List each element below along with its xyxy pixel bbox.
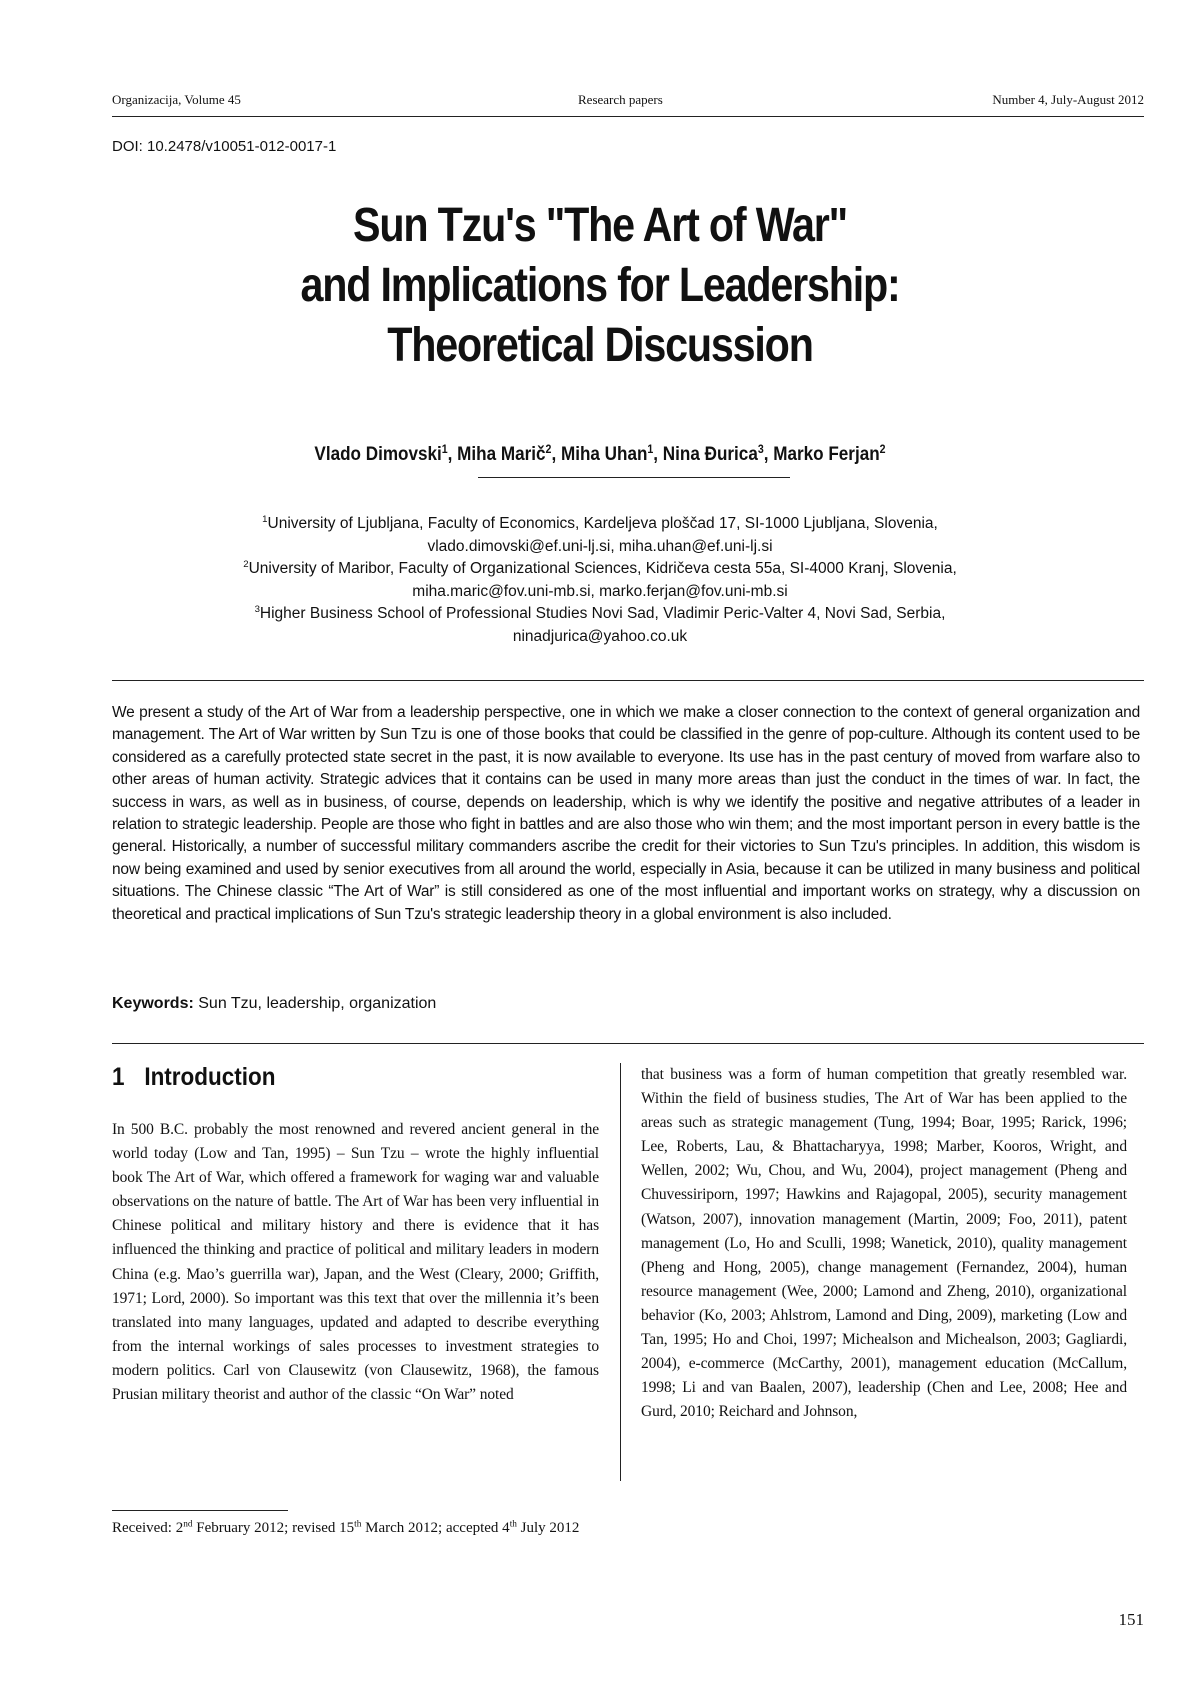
affiliation-mark: 2: [243, 559, 249, 571]
section-number: 1: [112, 1063, 125, 1091]
page-number: 151: [1118, 1610, 1144, 1629]
footnote-rule: [112, 1510, 288, 1511]
author-affiliation-mark: 3: [757, 442, 764, 456]
journal-name: Organizacija, Volume 45: [112, 92, 241, 107]
keywords-label: Keywords:: [112, 995, 194, 1012]
abstract-top-rule: [112, 680, 1144, 681]
author-name: Vlado Dimovski: [314, 444, 442, 465]
author-affiliation-mark: 2: [879, 442, 886, 456]
author-rule: [478, 477, 790, 478]
affiliation-line: $^3$Higher Business School of Professional Studies Novi Sad, Vladimir Peric-Valter 4, Novi Sad, Serbia,: [254, 604, 946, 622]
section-type: Research papers: [578, 92, 663, 107]
affiliation-emails: ninadjurica@yahoo.co.uk: [512, 627, 688, 645]
paper-title: [170, 196, 1030, 376]
header-rule: [112, 116, 1144, 117]
title-line: Sun Tzu's "The Art of War": [353, 199, 847, 252]
author-name: Marko Ferjan: [773, 444, 880, 465]
abstract-bottom-rule: [112, 1043, 1144, 1044]
body-column-right: that business was a form of human competition that greatly resembled war. Within the field of business studies, The Art of War has been applied to the areas such as strategic management (Tung, 1994; Boar, 1995; Rarick, 1996; Lee, Roberts, Lau, & Bhattacharyya, 1998; Marber, Kooros, Wright, and Wellen, 2002; Wu, Chou, and Wu, 2004), project management (Pheng and Chuvessiriporn, 1997; Hawkins and Rajagopal, 2005), security management (Watson, 2007), innovation management (Martin, 2009; Foo, 2011), patent management (Lo, Ho and Sculli, 1998; Wanetick, 2010), quality management (Pheng and Hong, 2005), change management (Fernandez, 2004), human resource management (Wee, 2000; Lamond and Zheng, 2010), organizational behavior (Ko, 2003; Ahlstrom, Lamond and Ding, 2009), marketing (Low and Tan, 1995; Ho and Choi, 1997; Michealson and Michealson, 2003; Gagliardi, 2004), e-commerce (McCarthy, 2001), management education (McCallum, 1998; Li and van Baalen, 2007), leadership (Chen and Lee, 2008; Hee and Gurd, 2010; Reichard and Johnson,: [641, 1066, 1127, 1421]
column-divider: [620, 1063, 621, 1481]
abstract: We present a study of the Art of War from a leadership perspective, one in which we make a closer connection to the context of general organization and management. The Art of War written by Sun Tzu is one of those books that could be classified in the genre of pop-culture. Although its content used to be considered as a carefully protected state secret in the past, it is now available to everyone. Its use has in the past century of moved from warfare also to other areas of human activity. Strategic advices that it contains can be used in many more areas than just the conduct in the times of war. In fact, the success in wars, as well as in business, of course, depends on leadership, which is why we identify the positive and negative attributes of a leader in relation to strategic leadership. People are those who fight in battles and are also those who win them; and the most important person in every battle is the general. Historically, a number of successful military commanders ascribe the credit for their victories to Sun Tzu's principles. In addition, this wisdom is now being examined and used by senior executives from all around the world, especially in Asia, because it can be utilized in many business and political situations. The Chinese classic “The Art of War” is still considered as one of the most influential and important works on strategy, why a discussion on theoretical and practical implications of Sun Tzu's strategic leadership theory in a global environment is also included.: [112, 704, 1140, 923]
title-line: Theoretical Discussion: [387, 319, 813, 372]
author-name: Miha Marič: [457, 444, 546, 465]
affiliation-line: $^2$University of Maribor, Faculty of Organizational Sciences, Kidričeva cesta 55a, SI-4000 Kranj, Slovenia,: [243, 559, 957, 577]
author-name: Miha Uhan: [560, 444, 648, 465]
received-footnote: Received: 2nd February 2012; revised 15th March 2012; accepted 4th July 2012: [112, 1519, 580, 1536]
affiliation-line: $^1$University of Ljubljana, Faculty of Economics, Kardeljeva ploščad 17, SI-1000 Ljubljana, Slovenia,: [262, 514, 938, 532]
affiliation-mark: 1: [262, 514, 268, 526]
keywords: [112, 995, 436, 1013]
author-affiliation-mark: 1: [441, 442, 448, 456]
doi: DOI: 10.2478/v10051-012-0017-1: [112, 138, 337, 155]
title-line: and Implications for Leadership:: [300, 259, 900, 312]
author-list: Vlado Dimovski$^1$, Miha Marič$^2$, Miha Uhan$^1$, Nina Đurica$^3$, Marko Ferjan$^2$: [314, 442, 886, 465]
affiliation-mark: 3: [254, 604, 260, 616]
section-heading: [112, 1063, 276, 1092]
affiliations: [100, 513, 1100, 648]
issue-info: Number 4, July-August 2012: [992, 92, 1144, 107]
author-affiliation-mark: 1: [647, 442, 654, 456]
affiliation-emails: miha.maric@fov.uni-mb.si, marko.ferjan@fov.uni-mb.si: [412, 582, 788, 600]
author-name: Nina Đurica: [662, 444, 758, 465]
body-column-left: In 500 B.C. probably the most renowned and revered ancient general in the world today (Low and Tan, 1995) – Sun Tzu – wrote the highly influential book The Art of War, which offered a framework for waging war and valuable observations on the nature of battle. The Art of War has been very influential in Chinese political and military history and there is evidence that it has influenced the thinking and practice of political and military leaders in modern China (e.g. Mao’s guerrilla war), Japan, and the West (Cleary, 2000; Griffith, 1971; Lord, 2000). So important was this text that over the millennia it’s been translated into many languages, updated and adapted to describe everything from the internal workings of sales processes to investment strategies to modern politics. Carl von Clausewitz (von Clausewitz, 1968), the famous Prusian military theorist and author of the classic “On War” noted: [112, 1121, 599, 1404]
keywords-value: Sun Tzu, leadership, organization: [198, 995, 437, 1012]
section-title: Introduction: [144, 1063, 276, 1091]
author-affiliation-mark: 2: [545, 442, 552, 456]
affiliation-emails: vlado.dimovski@ef.uni-lj.si, miha.uhan@ef.uni-lj.si: [427, 537, 773, 555]
